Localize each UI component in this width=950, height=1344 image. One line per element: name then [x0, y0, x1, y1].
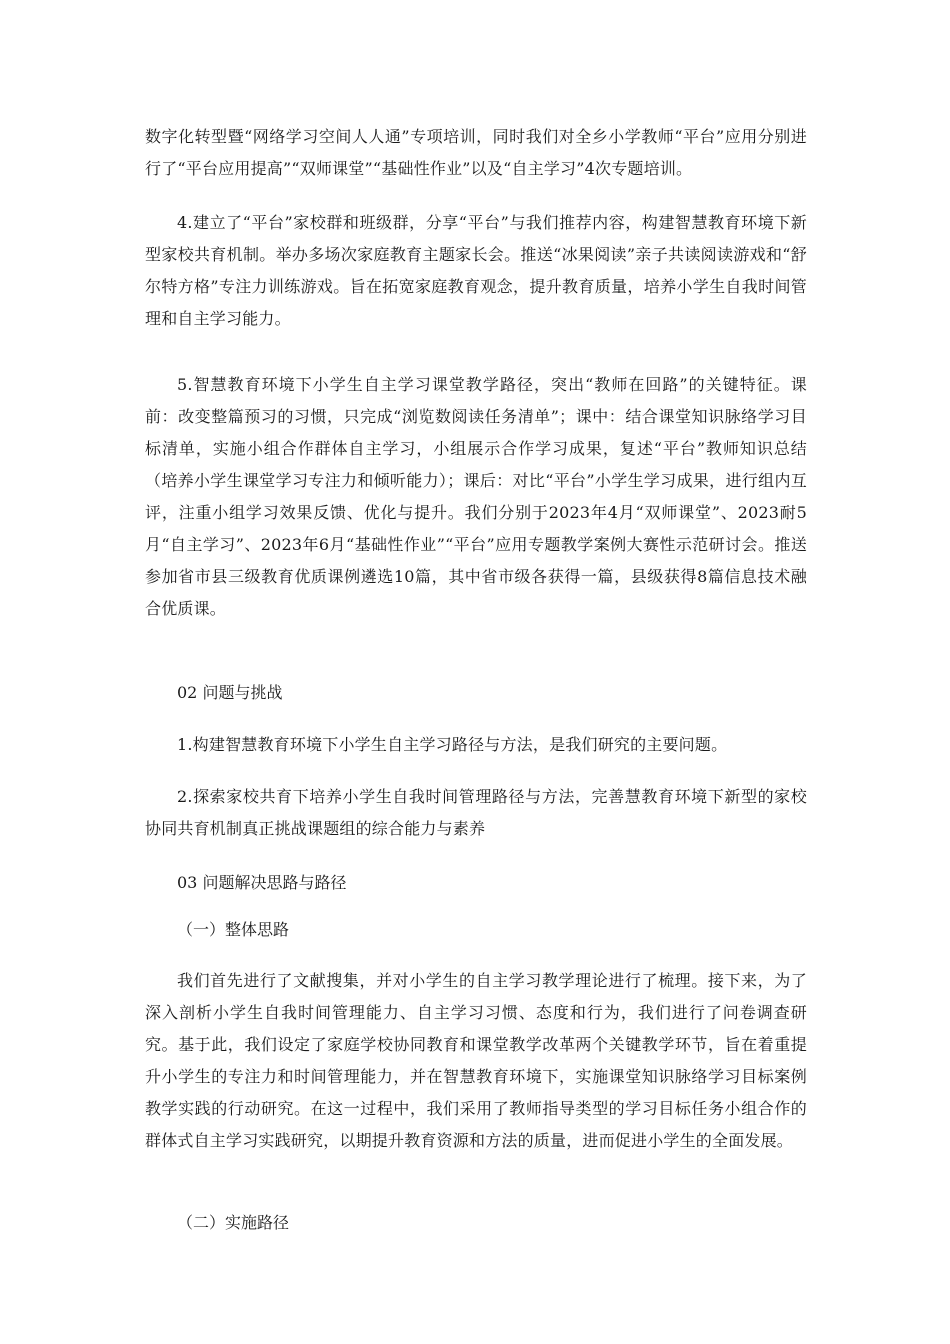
subheading-overall-approach: （一）整体思路 — [177, 920, 290, 939]
section-heading-02: 02 问题与挑战 — [177, 683, 283, 702]
paragraph-problem-2: 2.探索家校共育下培养小学生自我时间管理路径与方法，完善慧教育环境下新型的家校协同共育机制真正挑战课题组的综合能力与素养 — [145, 787, 807, 838]
paragraph-item-4: 4.建立了“平台”家校群和班级群，分享“平台”与我们推荐内容，构建智慧教育环境下新型家校共育机制。举办多场次家庭教育主题家长会。推送“冰果阅读”亲子共读阅读游戏和“舒尔特方格”专注力训练游戏。旨在拓宽家庭教育观念，提升教育质量，培养小学生自我时间管理和自主学习能力。 — [145, 213, 807, 328]
subheading-implementation-path: （二）实施路径 — [177, 1213, 290, 1232]
paragraph-item-5: 5.智慧教育环境下小学生自主学习课堂教学路径，突出“教师在回路”的关键特征。课前：改变整篇预习的习惯，只完成“浏览数阅读任务清单”；课中：结合课堂知识脉络学习目标清单，实施小组合作群体自主学习，小组展示合作学习成果，复述“平台”教师知识总结（培养小学生课堂学习专注力和倾听能力）；课后：对比“平台”小学生学习成果，进行组内互评，注重小组学习效果反馈、优化与提升。我们分别于2023年4月“双师课堂”、2023耐5月“自主学习”、2023年6月“基础性作业”“平台”应用专题教学案例大赛性示范研讨会。推送参加省市县三级教育优质课例遴选10篇，其中省市级各获得一篇，县级获得8篇信息技术融合优质课。 — [145, 375, 807, 618]
paragraph-training: 数字化转型暨“网络学习空间人人通”专项培训，同时我们对全乡小学教师“平台”应用分别进行了“平台应用提高”“双师课堂”“基础性作业”以及“自主学习”4次专题培训。 — [145, 127, 807, 178]
section-heading-03: 03 问题解决思路与路径 — [177, 873, 347, 892]
paragraph-overall-approach: 我们首先进行了文献搜集，并对小学生的自主学习教学理论进行了梳理。接下来，为了深入剖析小学生自我时间管理能力、自主学习习惯、态度和行为，我们进行了问卷调查研究。基于此，我们设定了家庭学校协同教育和课堂教学改革两个关键教学环节，旨在着重提升小学生的专注力和时间管理能力，并在智慧教育环境下，实施课堂知识脉络学习目标案例教学实践的行动研究。在这一过程中，我们采用了教师指导类型的学习目标任务小组合作的群体式自主学习实践研究，以期提升教育资源和方法的质量，进而促进小学生的全面发展。 — [145, 971, 807, 1150]
paragraph-problem-1: 1.构建智慧教育环境下小学生自主学习路径与方法，是我们研究的主要问题。 — [177, 735, 728, 754]
